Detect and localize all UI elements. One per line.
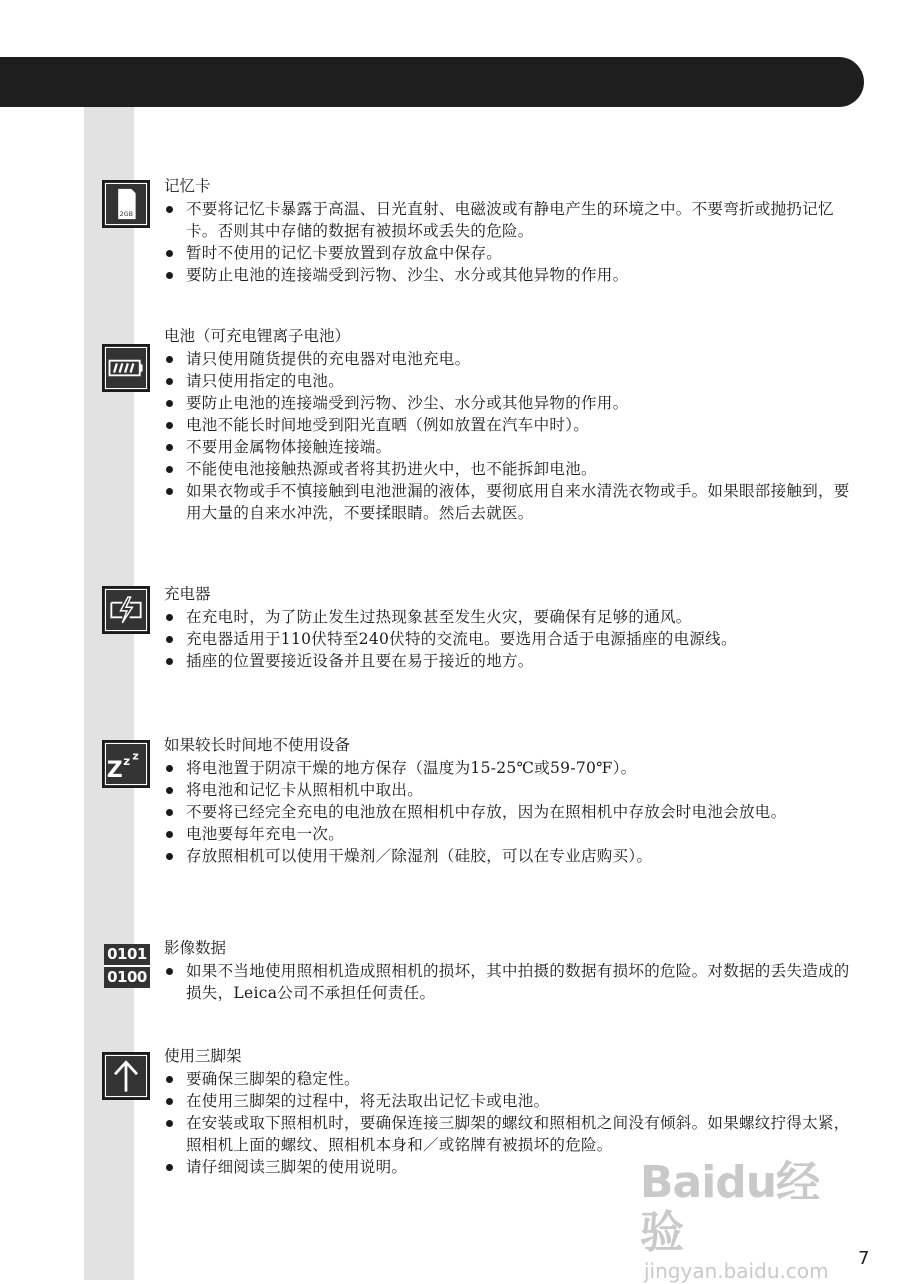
svg-text:z: z	[132, 749, 139, 763]
list-item: 请仔细阅读三脚架的使用说明。	[164, 1156, 854, 1178]
list-item: 电池不能长时间地受到阳光直晒（例如放置在汽车中时）。	[164, 414, 854, 436]
list-item: 存放照相机可以使用干燥剂／除湿剂（硅胶，可以在专业店购买）。	[164, 845, 854, 867]
bullet-icon	[166, 658, 173, 665]
bullet-icon	[166, 466, 173, 473]
page-number: 7	[858, 1248, 870, 1269]
list-item: 将电池和记忆卡从照相机中取出。	[164, 779, 854, 801]
list-item: 不能使电池接触热源或者将其扔进火中，也不能拆卸电池。	[164, 458, 854, 480]
bullet-icon	[166, 1120, 173, 1127]
battery-icon	[102, 344, 150, 392]
svg-text:Z: Z	[106, 757, 123, 783]
section-title-image-data: 影像数据	[164, 939, 227, 957]
list-item: 暂时不使用的记忆卡要放置到存放盒中保存。	[164, 242, 854, 264]
charger-icon	[102, 586, 150, 634]
sleep-icon	[102, 740, 150, 788]
list-item: 充电器适用于110伏特至240伏特的交流电。要选用合适于电源插座的电源线。	[164, 628, 854, 650]
section-title-memory-card: 记忆卡	[164, 177, 211, 195]
bullet-icon	[166, 787, 173, 794]
list-item: 在安装或取下照相机时，要确保连接三脚架的螺纹和照相机之间没有倾斜。如果螺纹拧得太紧，照相机上面的螺纹、照相机本身和／或铭牌有被损坏的危险。	[164, 1112, 854, 1156]
memory-card-label: 2GB	[119, 209, 134, 218]
list-charger	[164, 606, 854, 672]
bullet-icon	[166, 1076, 173, 1083]
list-item: 请只使用随货提供的充电器对电池充电。	[164, 348, 854, 370]
list-item: 不要用金属物体接触连接端。	[164, 436, 854, 458]
section-title-battery: 电池（可充电锂离子电池）	[164, 327, 351, 345]
bullet-icon	[166, 444, 173, 451]
header-bar	[0, 57, 864, 107]
section-title-storage: 如果较长时间地不使用设备	[164, 736, 351, 754]
list-item: 不要将已经完全充电的电池放在照相机中存放，因为在照相机中存放会时电池会放电。	[164, 801, 854, 823]
bullet-icon	[166, 400, 173, 407]
section-title-charger: 充电器	[164, 585, 211, 603]
bullet-icon	[166, 636, 173, 643]
bullet-icon	[166, 206, 173, 213]
list-item: 要防止电池的连接端受到污物、沙尘、水分或其他异物的作用。	[164, 392, 854, 414]
watermark	[640, 1157, 850, 1283]
list-item: 如果不当地使用照相机造成照相机的损坏，其中拍摄的数据有损坏的危险。对数据的丢失造成的损失，Leica公司不承担任何责任。	[164, 960, 854, 1004]
watermark-url: jingyan.baidu.com	[644, 1259, 829, 1283]
bullet-icon	[166, 831, 173, 838]
list-memory-card	[164, 198, 854, 286]
bullet-icon	[166, 272, 173, 279]
side-strip	[84, 107, 134, 1280]
list-item: 如果衣物或手不慎接触到电池泄漏的液体，要彻底用自来水清洗衣物或手。如果眼部接触到，要用大量的自来水冲洗，不要揉眼睛。然后去就医。	[164, 480, 854, 524]
list-storage	[164, 757, 854, 867]
list-item: 插座的位置要接近设备并且要在易于接近的地方。	[164, 650, 854, 672]
tripod-arrow-icon	[102, 1052, 150, 1100]
bullet-icon	[166, 853, 173, 860]
list-item: 要防止电池的连接端受到污物、沙尘、水分或其他异物的作用。	[164, 264, 854, 286]
bullet-icon	[166, 356, 173, 363]
list-battery	[164, 348, 854, 524]
list-item: 电池要每年充电一次。	[164, 823, 854, 845]
bullet-icon	[166, 1098, 173, 1105]
list-item: 不要将记忆卡暴露于高温、日光直射、电磁波或有静电产生的环境之中。不要弯折或抛扔记忆卡。否则其中存储的数据有被损坏或丢失的危险。	[164, 198, 854, 242]
bullet-icon	[166, 614, 173, 621]
bullet-icon	[166, 488, 173, 495]
list-item: 在充电时，为了防止发生过热现象甚至发生火灾，要确保有足够的通风。	[164, 606, 854, 628]
list-image-data	[164, 960, 854, 1004]
bullet-icon	[166, 250, 173, 257]
bullet-icon	[166, 765, 173, 772]
list-item: 要确保三脚架的稳定性。	[164, 1068, 854, 1090]
list-item: 将电池置于阴凉干燥的地方保存（温度为15-25℃或59-70℉）。	[164, 757, 854, 779]
watermark-logo: Baidu经验	[640, 1157, 820, 1258]
bullet-icon	[166, 422, 173, 429]
bullet-icon	[166, 378, 173, 385]
bullet-icon	[166, 1164, 173, 1171]
svg-text:z: z	[123, 753, 131, 768]
memory-card-icon	[102, 180, 150, 228]
bullet-icon	[166, 968, 173, 975]
list-item: 请只使用指定的电池。	[164, 370, 854, 392]
list-item: 在使用三脚架的过程中，将无法取出记忆卡或电池。	[164, 1090, 854, 1112]
bullet-icon	[166, 809, 173, 816]
binary-data-icon: 0101 0100	[104, 944, 150, 988]
section-title-tripod: 使用三脚架	[164, 1047, 242, 1065]
